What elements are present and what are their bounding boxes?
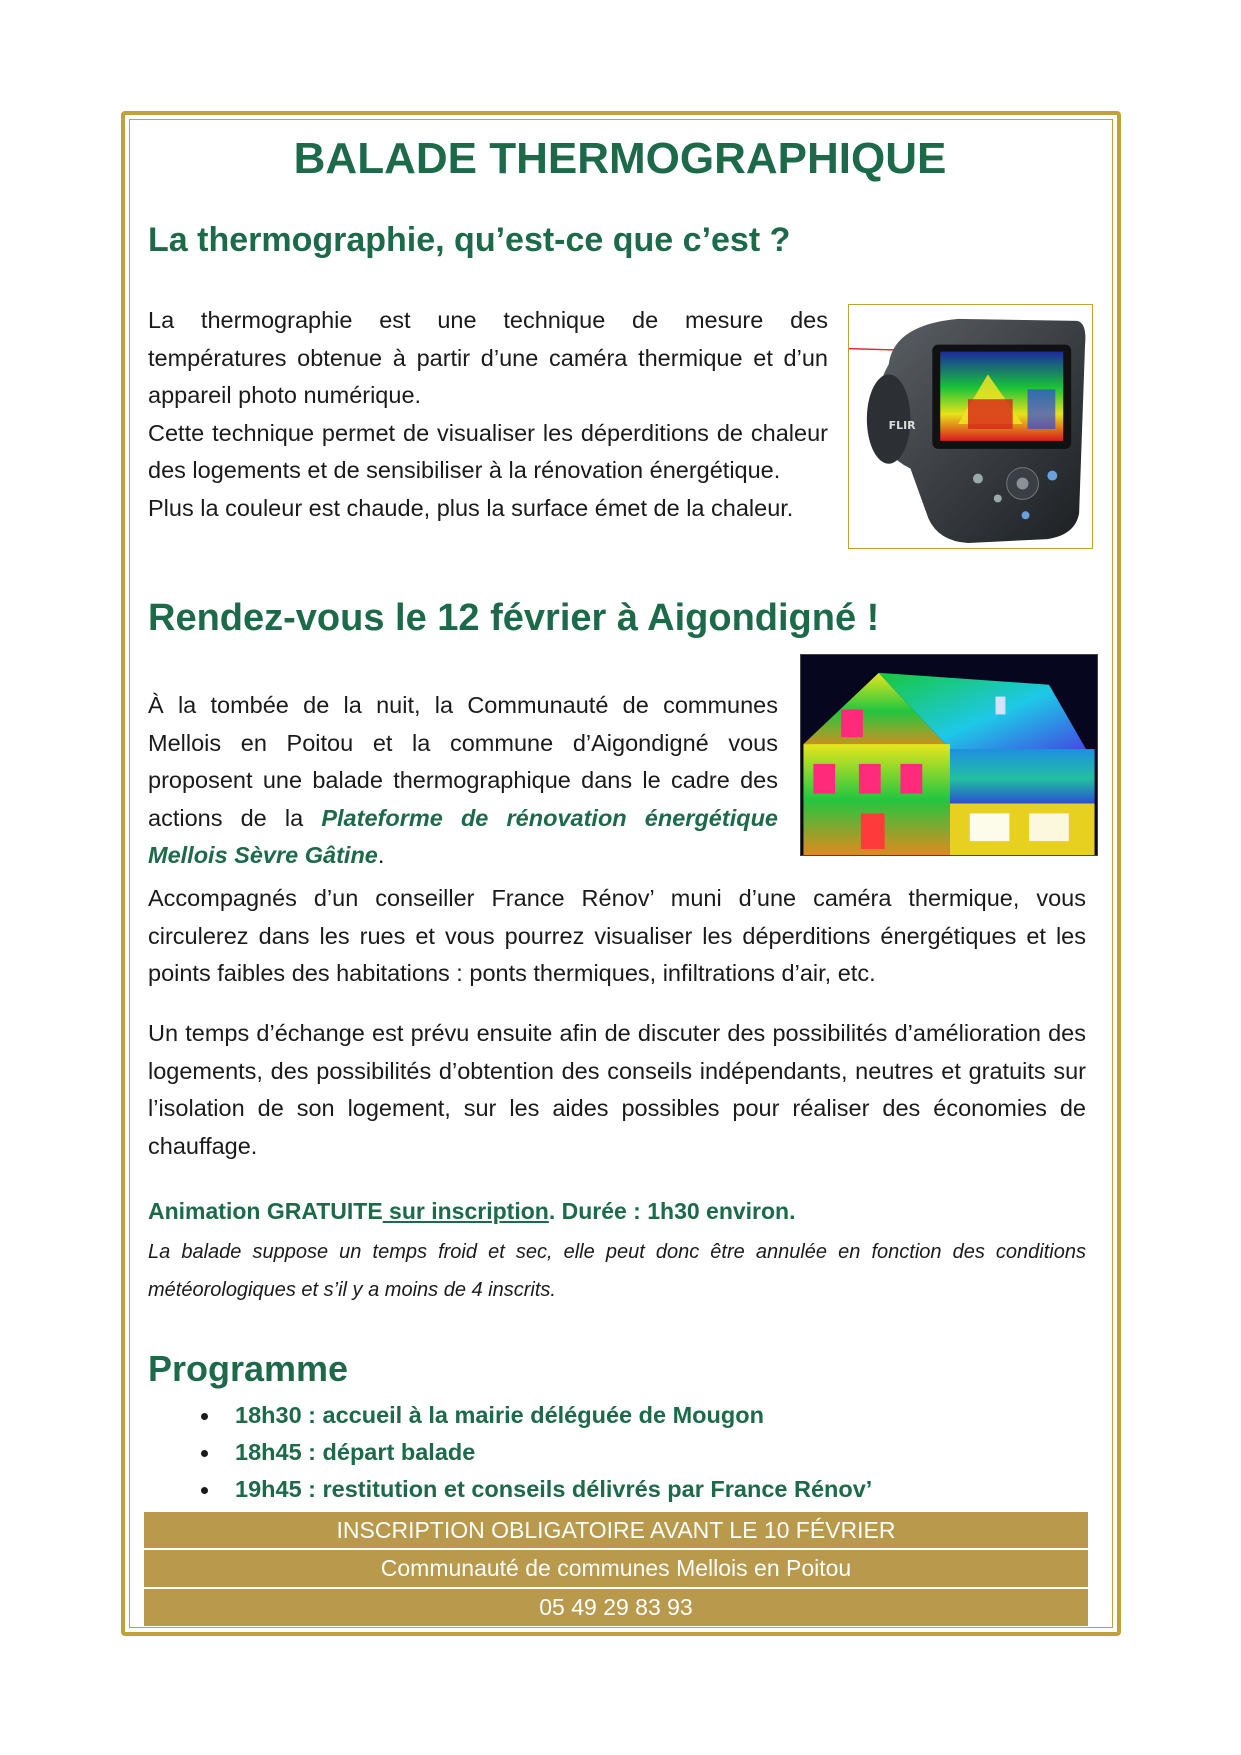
bullet-icon <box>201 1413 208 1420</box>
camera-brand-logo: FLIR <box>888 418 916 432</box>
bullet-icon <box>201 1450 208 1457</box>
programme-list <box>195 1397 872 1508</box>
thermal-house-image <box>800 654 1098 856</box>
bullet-icon <box>201 1487 208 1494</box>
section2-paragraph-1-end: . <box>377 842 385 868</box>
weather-note: La balade suppose un temps froid et sec, elle peut donc être annulée en fonction des conditions météorologiques et s’il y a moins de 4 inscrits. <box>148 1241 1086 1301</box>
section1-paragraph-1: La thermographie est une technique de mesure des températures obtenue à partir d’une caméra thermique et d’un appareil photo numérique. <box>148 307 828 408</box>
section1-paragraph-2: Cette technique permet de visualiser les déperditions de chaleur des logements et de sensibiliser à la rénovation énergétique. <box>148 419 828 483</box>
animation-duration: . Durée : 1h30 environ. <box>548 1198 796 1224</box>
programme-item <box>195 1434 872 1471</box>
platform-name: Plateforme de rénovation énergétique Mellois Sèvre Gâtine <box>148 804 778 868</box>
section1-text <box>148 302 828 527</box>
section1-heading: La thermographie, qu’est-ce que c’est ? <box>148 221 791 259</box>
section1-paragraph-3: Plus la couleur est chaude, plus la surface émet de la chaleur. <box>148 494 794 521</box>
programme-item-text: 18h45 : départ balade <box>235 1439 476 1465</box>
programme-heading: Programme <box>148 1348 349 1389</box>
footer-phone: 05 49 29 83 93 <box>144 1589 1088 1626</box>
programme-item <box>195 1471 872 1508</box>
footer-registration-deadline: INSCRIPTION OBLIGATOIRE AVANT LE 10 FÉVRIER <box>144 1512 1088 1548</box>
section2-paragraph-1-start: À la tombée de la nuit, la Communauté de communes Mellois en Poitou et la commune d’Aigondigné vous proposent une balade thermographique dans le cadre des actions de la <box>148 692 778 831</box>
section2-heading: Rendez-vous le 12 février à Aigondigné ! <box>148 597 880 639</box>
programme-item-text: 18h30 : accueil à la mairie déléguée de Mougon <box>235 1402 764 1428</box>
animation-info <box>148 1198 796 1225</box>
section2-paragraph-1 <box>148 687 778 875</box>
thermal-camera-image <box>848 304 1093 549</box>
programme-item <box>195 1397 872 1434</box>
animation-registration: sur inscription <box>382 1198 549 1224</box>
animation-free: Animation GRATUITE <box>148 1198 383 1224</box>
section2-paragraph-3: Un temps d’échange est prévu ensuite afin de discuter des possibilités d’amélioration des logements, des possibilités d’obtention des conseils indépendants, neutres et gratuits sur l’isolation de son logement, sur les aides possibles pour réaliser des économies de chauffage. <box>148 1020 1086 1159</box>
footer-organizer: Communauté de communes Mellois en Poitou <box>144 1550 1088 1587</box>
programme-item-text: 19h45 : restitution et conseils délivrés par France Rénov’ <box>235 1476 873 1502</box>
page-title: BALADE THERMOGRAPHIQUE <box>293 134 947 183</box>
section2-paragraph-2: Accompagnés d’un conseiller France Rénov’ muni d’une caméra thermique, vous circulerez dans les rues et vous pourrez visualiser les déperditions énergétiques et les points faibles des habitations : ponts thermiques, infiltrations d’air, etc. <box>148 885 1086 986</box>
